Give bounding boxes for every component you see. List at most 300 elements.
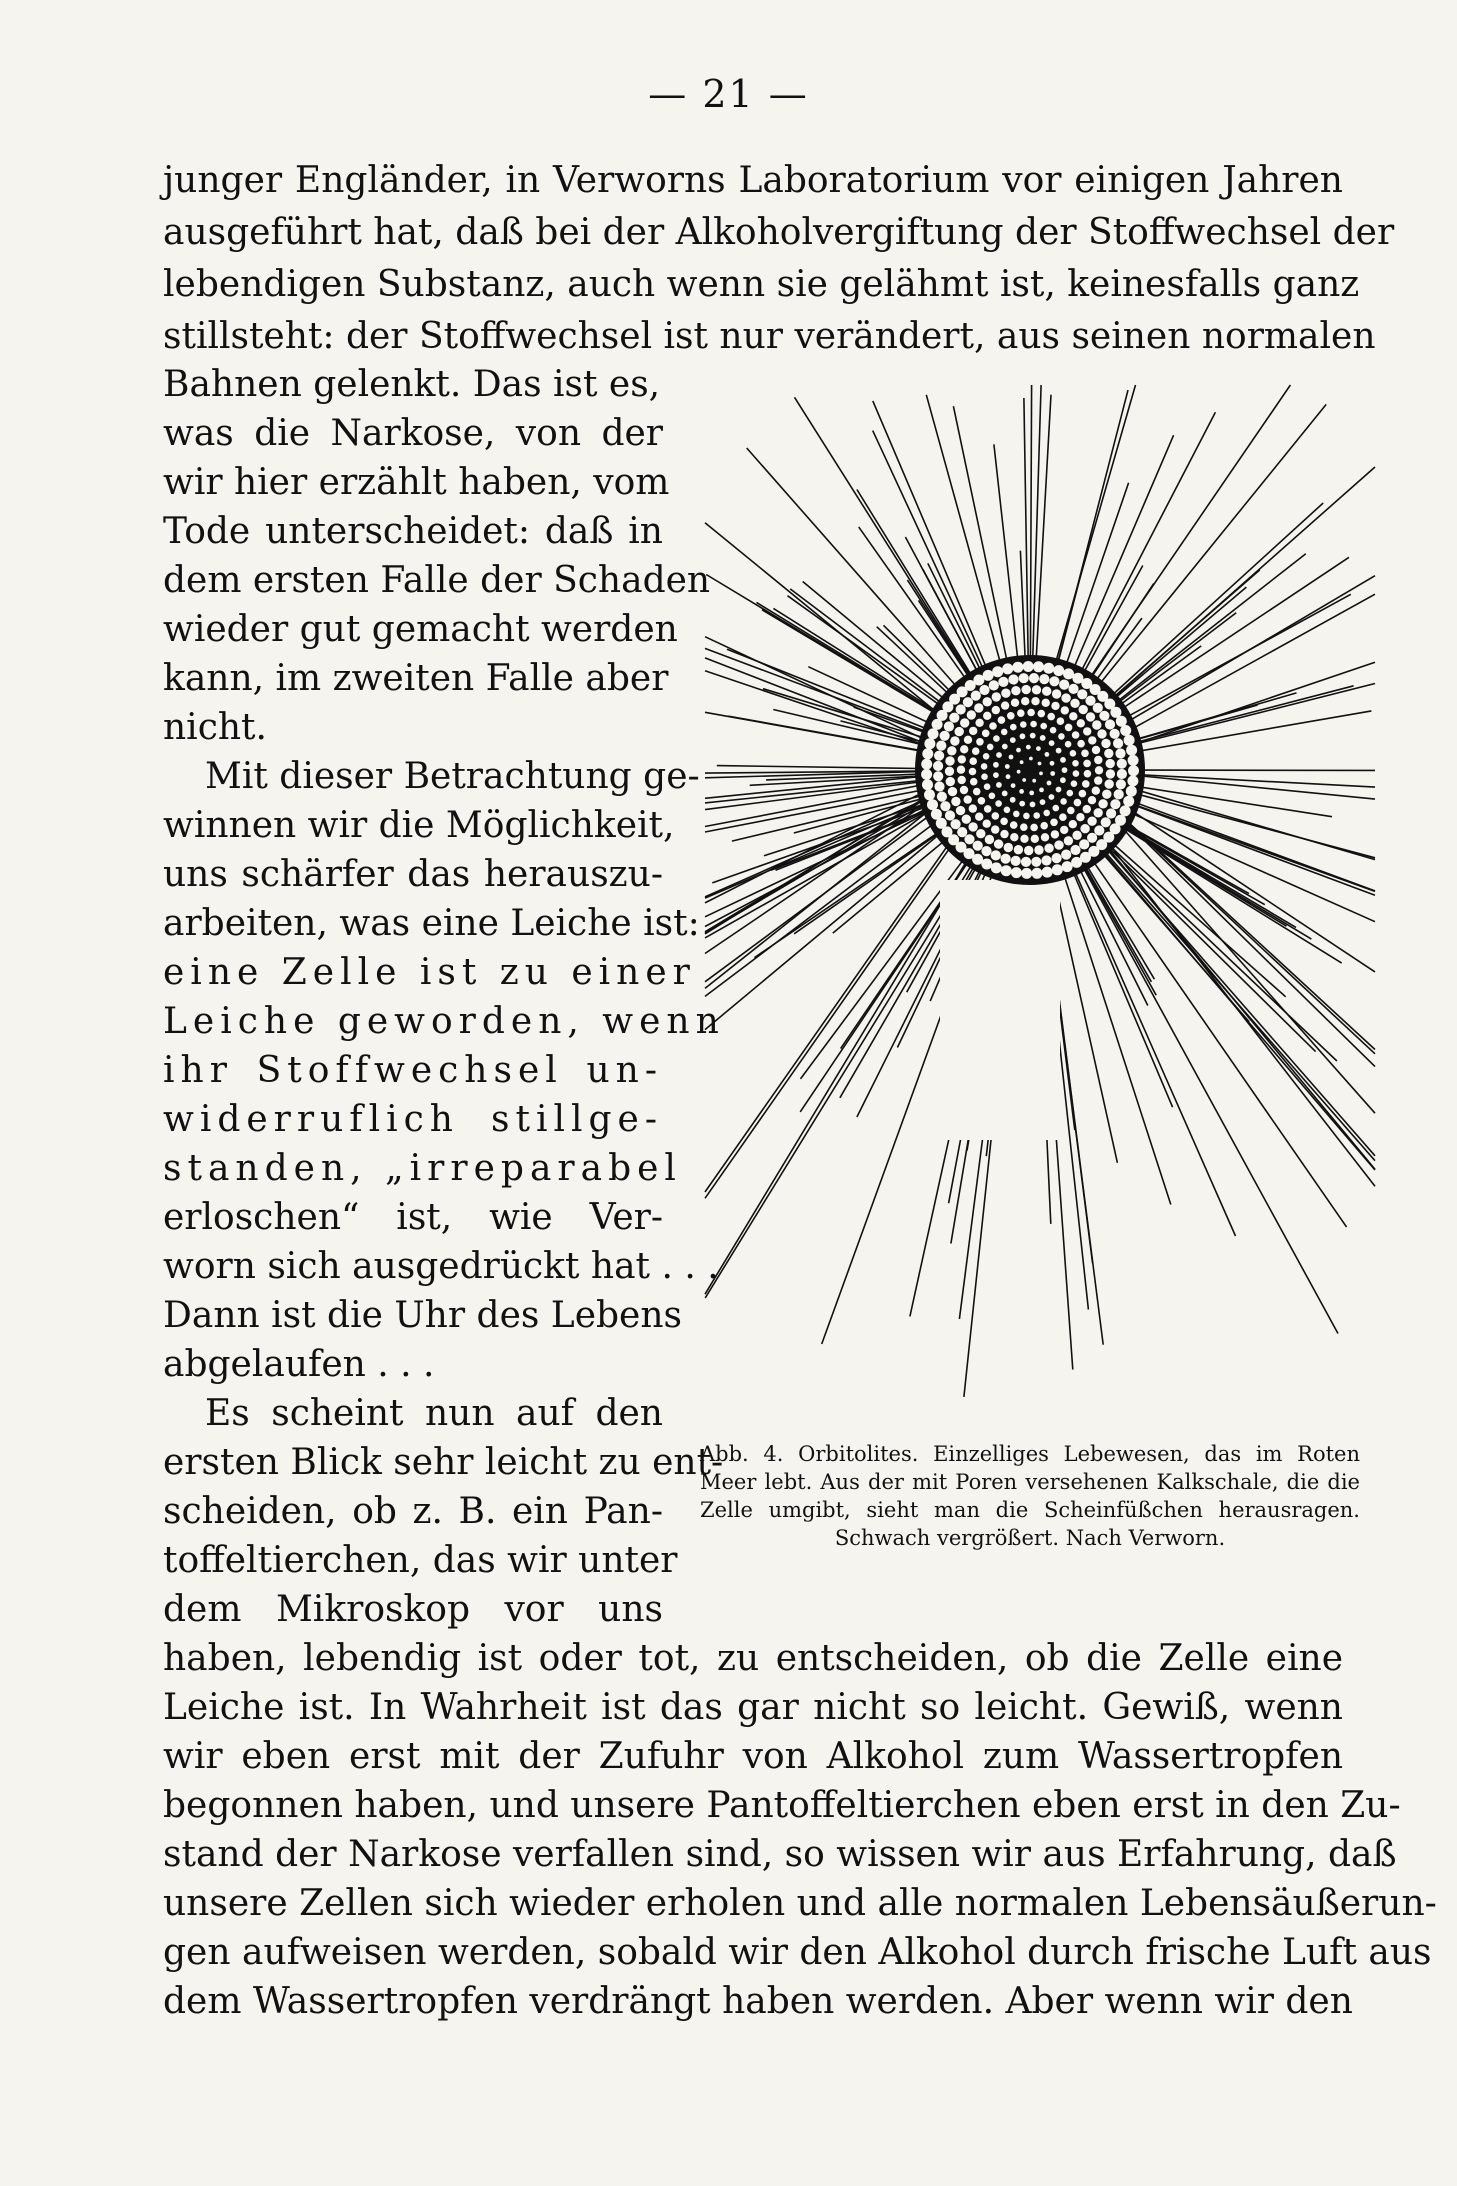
shell-pore xyxy=(927,799,938,810)
shell-pore xyxy=(934,751,944,761)
shell-pore xyxy=(1020,823,1028,831)
shell-pore xyxy=(1054,840,1063,849)
pseudopod-line xyxy=(1064,875,1171,1205)
shell-pore xyxy=(1056,748,1062,754)
full-line: stillsteht: der Stoffwechsel ist nur verändert, aus seinen normalen xyxy=(163,316,1376,357)
shell-pore xyxy=(983,820,991,828)
shell-pore xyxy=(956,806,965,815)
pseudopod-line xyxy=(1113,467,1375,698)
shell-pore xyxy=(1065,741,1072,748)
shell-pore xyxy=(1000,830,1008,838)
pseudopod-line xyxy=(1036,395,1051,661)
shell-pore xyxy=(970,778,978,786)
shell-pore xyxy=(936,818,947,829)
shell-pore xyxy=(933,761,943,771)
shell-pore xyxy=(1043,810,1050,817)
column-line: worn sich ausgedrückt hat . . . xyxy=(163,1246,719,1287)
shell-pore xyxy=(945,756,954,765)
shell-pore xyxy=(1010,724,1017,731)
shell-pore xyxy=(1041,855,1051,865)
shell-pore xyxy=(1093,703,1103,713)
shell-pore xyxy=(1114,789,1124,799)
shell-pore xyxy=(1050,771,1055,776)
shell-pore xyxy=(978,797,986,805)
shell-pore xyxy=(1126,745,1137,756)
shell-pore xyxy=(1126,786,1137,797)
shell-pore xyxy=(1001,701,1009,709)
shell-pore xyxy=(1064,836,1073,845)
shell-pore xyxy=(1029,757,1033,761)
shell-pore xyxy=(1056,787,1062,793)
shell-pore xyxy=(1010,737,1016,743)
shell-pore xyxy=(1099,711,1109,721)
pseudopod-line xyxy=(1127,823,1376,1067)
shell-pore xyxy=(1094,776,1102,784)
shell-pore xyxy=(969,727,977,735)
shell-pore xyxy=(1014,845,1023,854)
pseudopod-line xyxy=(994,444,1018,660)
shell-pore xyxy=(1088,796,1096,804)
shell-pore xyxy=(922,779,933,790)
shell-pore xyxy=(1008,674,1018,684)
pseudopod-line xyxy=(1024,398,1028,660)
shell-pore xyxy=(1043,663,1054,674)
shell-pore xyxy=(1023,813,1030,820)
shell-pore xyxy=(1052,689,1061,698)
shell-pore xyxy=(1050,761,1055,766)
shell-pore xyxy=(1094,825,1104,835)
shell-pore xyxy=(1010,821,1018,829)
shell-pore xyxy=(1039,674,1049,684)
shell-pore xyxy=(1051,702,1059,710)
full-line: gen aufweisen werden, sobald wir den Alkohol durch frische Luft aus xyxy=(163,1932,1432,1973)
shell-pore xyxy=(989,793,996,800)
shell-pore xyxy=(1020,733,1026,739)
shell-pore xyxy=(924,789,935,800)
shell-pore xyxy=(1013,811,1020,818)
pseudopod-line xyxy=(705,523,937,712)
shell-pore xyxy=(983,697,992,706)
shell-pore xyxy=(964,736,972,744)
shell-pore xyxy=(991,825,999,833)
shell-pore xyxy=(971,691,981,701)
shell-pore xyxy=(945,810,955,820)
shell-pore xyxy=(958,776,966,784)
shell-pore xyxy=(1029,673,1039,683)
shell-pore xyxy=(981,846,991,856)
shell-pore xyxy=(968,822,977,831)
shell-pore xyxy=(1036,746,1041,751)
shell-pore xyxy=(1060,777,1066,783)
shell-pore xyxy=(1077,740,1085,748)
shell-pore xyxy=(1039,788,1044,793)
shell-pore xyxy=(998,677,1008,687)
shell-pore xyxy=(1070,699,1079,708)
column-line: scheiden, ob z. B. ein Pan- xyxy=(163,1491,663,1532)
pseudopod-line xyxy=(1030,385,1031,660)
shell-pore xyxy=(1128,755,1139,766)
shell-pore xyxy=(1060,826,1068,834)
column-line: dem ersten Falle der Schaden xyxy=(163,560,711,601)
shell-pore xyxy=(921,769,932,780)
column-line: abgelaufen . . . xyxy=(163,1344,435,1385)
shell-pore xyxy=(983,670,994,681)
pseudopod-line xyxy=(788,596,941,706)
shell-pore xyxy=(985,835,994,844)
shell-pore xyxy=(1106,808,1116,818)
shell-pore xyxy=(1042,867,1053,878)
shell-pore xyxy=(993,762,999,768)
column-line: wieder gut gemacht werden xyxy=(163,609,678,650)
shell-pore xyxy=(967,710,976,719)
shell-pore xyxy=(1061,706,1069,714)
shell-pore xyxy=(1001,854,1011,864)
column-line: ihr Stoffwechsel un- xyxy=(163,1050,663,1091)
shell-pore xyxy=(974,703,983,712)
shell-pore xyxy=(1072,731,1080,739)
shell-pore xyxy=(1057,717,1065,725)
shell-pore xyxy=(1030,733,1036,739)
shell-pore xyxy=(1030,802,1036,808)
pseudopod-line xyxy=(1114,587,1246,699)
column-line: wir hier erzählt haben, vom xyxy=(163,462,670,503)
shell-pore xyxy=(996,752,1002,758)
orbitolites-illustration xyxy=(700,380,1380,1440)
shell-pore xyxy=(1113,738,1123,748)
shell-pore xyxy=(969,804,977,812)
shell-pore xyxy=(992,812,1000,820)
shell-pore xyxy=(1020,835,1028,843)
shell-pore xyxy=(983,712,991,720)
full-line: haben, lebendig ist oder tot, zu entscheiden, ob die Zelle eine xyxy=(163,1638,1343,1679)
shell-pore xyxy=(945,767,954,776)
shell-pore xyxy=(1068,684,1078,694)
shell-pore xyxy=(1021,697,1029,705)
pseudopod-line xyxy=(717,766,920,769)
shell-pore xyxy=(1105,779,1114,788)
shell-pore xyxy=(948,787,957,796)
shell-pore xyxy=(1041,833,1049,841)
shell-pore xyxy=(1110,729,1120,739)
column-line: ersten Blick sehr leicht zu ent- xyxy=(163,1442,724,1483)
column-line: Es scheint nun auf den xyxy=(205,1393,663,1434)
shell-pore xyxy=(1053,805,1060,812)
shell-pore xyxy=(1052,853,1062,863)
shell-pore xyxy=(987,744,994,751)
shell-pore xyxy=(1026,745,1031,750)
shell-pore xyxy=(1032,868,1043,879)
pseudopod-line xyxy=(747,448,958,687)
shell-pore xyxy=(979,685,989,695)
shell-pore xyxy=(1021,868,1032,879)
shell-pore xyxy=(1000,818,1008,826)
shell-pore xyxy=(1049,676,1059,686)
page-number: — 21 — xyxy=(648,72,809,116)
full-line: junger Engländer, in Verworns Laboratorium vor einigen Jahren xyxy=(163,160,1343,201)
column-line: Bahnen gelenkt. Das ist es, xyxy=(163,364,661,405)
shell-pore xyxy=(996,782,1002,788)
pseudopod-line xyxy=(705,800,924,897)
shell-pore xyxy=(1044,844,1053,853)
shell-pore xyxy=(1128,765,1139,776)
pseudopod-line xyxy=(795,397,972,677)
shell-pore xyxy=(1083,727,1091,735)
shell-pore xyxy=(1060,757,1066,763)
shell-pore xyxy=(1049,794,1055,800)
shell-pore xyxy=(983,753,990,760)
shell-pore xyxy=(991,862,1002,873)
pseudopod-line xyxy=(857,490,972,677)
shell-pore xyxy=(1082,780,1090,788)
pseudopod-line xyxy=(1123,829,1375,1114)
shell-pore xyxy=(1083,805,1091,813)
shell-pore xyxy=(1017,770,1021,774)
column-line: Tode unterscheidet: daß in xyxy=(163,511,663,552)
shell-pore xyxy=(1077,689,1087,699)
shell-pore xyxy=(1081,750,1089,758)
pseudopod-line xyxy=(705,860,967,1294)
pseudopod-line xyxy=(1033,385,1041,660)
shell-pore xyxy=(1030,824,1038,832)
shell-pore xyxy=(1071,857,1082,868)
shell-pore xyxy=(1010,833,1018,841)
shell-pore xyxy=(1007,712,1015,720)
shell-pore xyxy=(1032,779,1036,783)
shell-pore xyxy=(1087,817,1096,826)
shell-pore xyxy=(984,783,991,790)
shell-pore xyxy=(960,718,969,727)
shell-pore xyxy=(1005,764,1010,769)
shell-pore xyxy=(1010,797,1016,803)
pseudopod-line xyxy=(1056,385,1136,663)
shell-pore xyxy=(1124,735,1135,746)
shell-pore xyxy=(958,755,966,763)
shell-pore xyxy=(1040,735,1046,741)
shell-pore xyxy=(1117,769,1127,779)
shell-pore xyxy=(1059,680,1069,690)
shell-pore xyxy=(957,766,965,774)
pseudopod-line xyxy=(905,537,978,673)
shell-pore xyxy=(1110,799,1120,809)
shell-pore xyxy=(1105,719,1115,729)
shell-pore xyxy=(984,805,992,813)
shell-pore xyxy=(1002,663,1013,674)
column-line: Dann ist die Uhr des Lebens xyxy=(163,1295,683,1336)
shell-pore xyxy=(1115,748,1125,758)
shell-pore xyxy=(1021,857,1031,867)
full-line: stand der Narkose verfallen sind, so wissen wir aus Erfahrung, daß xyxy=(163,1834,1397,1875)
shell-pore xyxy=(1116,779,1126,789)
pseudopod-line xyxy=(1099,404,1326,684)
pseudopod-line xyxy=(1140,775,1375,787)
shell-pore xyxy=(1094,756,1102,764)
shell-pore xyxy=(1027,709,1035,717)
shell-pore xyxy=(1065,724,1073,732)
shell-pore xyxy=(956,704,966,714)
shell-pore xyxy=(1059,813,1067,821)
shell-pore xyxy=(1049,740,1055,746)
column-line: eine Zelle ist zu einer xyxy=(163,952,696,993)
shell-pore xyxy=(1042,699,1050,707)
shell-pore xyxy=(1039,772,1043,776)
shell-pore xyxy=(1009,755,1014,760)
pseudopod-line xyxy=(1140,776,1375,799)
full-line: wir eben erst mit der Zufuhr von Alkohol zum Wassertropfen xyxy=(163,1736,1343,1777)
pseudopod-line xyxy=(1054,877,1118,1162)
shell-pore xyxy=(1071,780,1078,787)
shell-pore xyxy=(1029,791,1034,796)
shell-pore xyxy=(1033,661,1044,672)
shell-pore xyxy=(1024,846,1033,855)
shell-pore xyxy=(1019,673,1029,683)
shell-pore xyxy=(1079,705,1088,714)
shell-pore xyxy=(922,748,933,759)
pseudopod-line xyxy=(1124,827,1311,939)
shell-pore xyxy=(1060,798,1067,805)
shell-pore xyxy=(1084,770,1092,778)
shell-pore xyxy=(1058,733,1065,740)
shell-pore xyxy=(1077,719,1085,727)
shell-pore xyxy=(969,757,977,765)
shell-pore xyxy=(960,745,968,753)
full-line: lebendigen Substanz, auch wenn sie gelähmt ist, keinesfalls ganz xyxy=(163,264,1360,305)
pseudopod-line xyxy=(1074,871,1235,1236)
full-line: dem Wassertropfen verdrängt haben werden. Aber wenn wir den xyxy=(163,1981,1353,2022)
shell-pore xyxy=(1051,830,1059,838)
shell-pore xyxy=(950,736,959,745)
shell-pore xyxy=(1031,857,1041,867)
shell-pore xyxy=(1070,750,1077,757)
pseudopod-line xyxy=(1124,827,1287,926)
shell-pore xyxy=(1038,762,1042,766)
shell-pore xyxy=(946,777,955,786)
shell-pore xyxy=(928,728,939,739)
shell-pore xyxy=(955,727,964,736)
shell-pore xyxy=(1083,760,1091,768)
shell-pore xyxy=(1097,729,1106,738)
shell-pore xyxy=(940,801,950,811)
shell-pore xyxy=(1002,791,1008,797)
column-line: winnen wir die Möglichkeit, xyxy=(163,805,675,846)
shell-pore xyxy=(944,721,954,731)
shell-pore xyxy=(1094,808,1103,817)
column-line: widerruflich stillge- xyxy=(163,1099,663,1140)
shell-pore xyxy=(1067,790,1074,797)
shell-pore xyxy=(936,741,946,751)
shell-pore xyxy=(1106,769,1115,778)
full-line: unsere Zellen sich wieder erholen und alle normalen Lebensäußerun- xyxy=(163,1883,1437,1924)
shell-pore xyxy=(1079,790,1087,798)
shell-pore xyxy=(1017,709,1025,717)
shell-pore xyxy=(992,706,1000,714)
shell-pore xyxy=(993,772,999,778)
shell-pore xyxy=(1062,861,1073,872)
shell-pore xyxy=(1011,856,1021,866)
shell-pore xyxy=(1042,687,1051,696)
shell-pore xyxy=(1104,749,1113,758)
shell-pore xyxy=(981,773,988,780)
shell-pore xyxy=(1001,689,1010,698)
shell-pore xyxy=(975,719,983,727)
shell-pore xyxy=(1004,843,1013,852)
shell-pore xyxy=(994,839,1003,848)
shell-pore xyxy=(1079,839,1089,849)
shell-pore xyxy=(1087,833,1097,843)
shell-pore xyxy=(1045,752,1050,757)
shell-pore xyxy=(951,819,961,829)
shell-pore xyxy=(1011,686,1020,695)
shell-pore xyxy=(940,731,950,741)
shell-pore xyxy=(964,795,972,803)
shell-pore xyxy=(1092,787,1100,795)
shell-pore xyxy=(1032,685,1041,694)
shell-pore xyxy=(993,735,1000,742)
shell-pore xyxy=(998,716,1006,724)
shell-pore xyxy=(1040,822,1048,830)
column-line: erloschen“ ist, wie Ver- xyxy=(163,1197,663,1238)
shell-pore xyxy=(1095,766,1103,774)
shell-pore xyxy=(1086,712,1095,721)
shell-pore xyxy=(1001,729,1008,736)
shell-pore xyxy=(1004,807,1011,814)
column-line: Leiche geworden, wenn xyxy=(163,1001,725,1042)
full-line: begonnen haben, und unsere Pantoffeltierchen eben erst in den Zu- xyxy=(163,1785,1401,1826)
column-line: standen, „irreparabel xyxy=(163,1148,682,1189)
column-line: kann, im zweiten Falle aber xyxy=(163,658,669,699)
shell-pore xyxy=(1030,721,1037,728)
shell-pore xyxy=(1120,805,1131,816)
shell-pore xyxy=(1001,865,1012,876)
shell-pore xyxy=(1061,850,1071,860)
pseudopod-line xyxy=(1122,557,1350,709)
shell-pore xyxy=(1016,748,1021,753)
shell-pore xyxy=(1040,723,1047,730)
pseudopod-line xyxy=(1020,551,1025,660)
shell-pore xyxy=(1074,799,1082,807)
shell-pore xyxy=(1022,778,1026,782)
shell-pore xyxy=(989,680,999,690)
shell-pore xyxy=(1034,845,1043,854)
column-line: was die Narkose, von der xyxy=(163,413,663,454)
shell-pore xyxy=(989,722,997,730)
shell-pore xyxy=(1080,824,1089,833)
shell-pore xyxy=(937,792,947,802)
shell-pore xyxy=(1088,736,1096,744)
shell-pore xyxy=(924,738,935,749)
shell-pore xyxy=(1011,783,1016,788)
shell-pore xyxy=(992,692,1001,701)
shell-pore xyxy=(1019,801,1025,807)
shell-pore xyxy=(1047,713,1055,721)
shell-pore xyxy=(975,813,983,821)
shell-pore xyxy=(1072,831,1081,840)
shell-pore xyxy=(1031,835,1039,843)
shell-pore xyxy=(1050,819,1058,827)
shell-pore xyxy=(1011,699,1019,707)
shell-pore xyxy=(1106,759,1115,768)
column-line: uns schärfer das herauszu- xyxy=(163,854,663,895)
shell-pore xyxy=(1052,864,1063,875)
shell-pore xyxy=(1031,697,1039,705)
shell-pore xyxy=(951,797,960,806)
shell-pore xyxy=(1019,789,1024,794)
shell-pore xyxy=(995,800,1002,807)
shell-pore xyxy=(1050,727,1057,734)
shell-pore xyxy=(947,746,956,755)
shell-pore xyxy=(921,759,932,770)
column-line: toffeltierchen, das wir unter xyxy=(163,1540,678,1581)
shell-pore xyxy=(982,730,990,738)
